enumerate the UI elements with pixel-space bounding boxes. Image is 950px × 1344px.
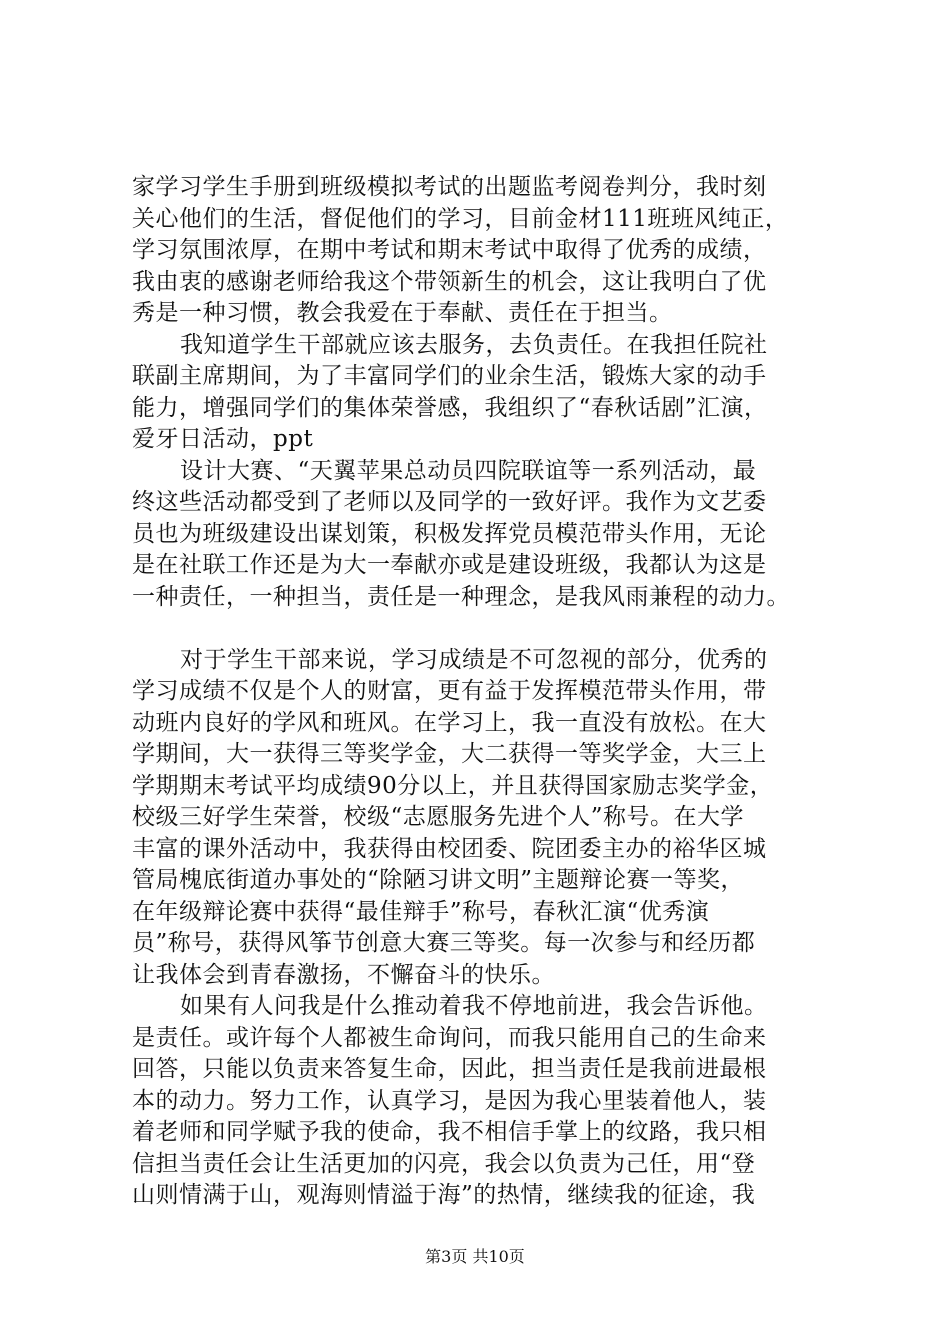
text-line: 让我体会到青春激扬，不懈奋斗的快乐。 [132, 961, 555, 988]
paragraph-gap [132, 613, 822, 645]
paragraph-start-line: 对于学生干部来说，学习成绩是不可忽视的部分，优秀的 [180, 646, 768, 673]
text-line: 学期期末考试平均成绩90分以上，并且获得国家励志奖学金， [132, 772, 774, 799]
body-text [132, 172, 822, 1212]
text-line: 员”称号，获得风筝节创意大赛三等奖。每一次参与和经历都 [132, 930, 756, 956]
text-line: 能力，增强同学们的集体荣誉感，我组织了“春秋话剧”汇演， [132, 394, 768, 421]
text-line: 联副主席期间，为了丰富同学们的业余生活，锻炼大家的动手 [132, 363, 767, 389]
text-line: 山则情满于山，观海则情溢于海”的热情，继续我的征途，我 [132, 1182, 756, 1208]
text-line: 动班内良好的学风和班风。在学习上，我一直没有放松。在大 [132, 709, 767, 736]
text-line: 我由衷的感谢老师给我这个带领新生的机会，这让我明白了优 [132, 268, 767, 295]
text-line: 是责任。或许每个人都被生命询问，而我只能用自己的生命来 [132, 1024, 767, 1051]
text-line: 丰富的课外活动中，我获得由校团委、院团委主办的裕华区城 [132, 835, 767, 862]
text-line: 学期间，大一获得三等奖学金，大二获得一等奖学金，大三上 [132, 741, 767, 767]
text-line: 着老师和同学赋予我的使命，我不相信手掌上的纹路，我只相 [132, 1119, 767, 1145]
text-line: 回答，只能以负责来答复生命，因此，担当责任是我前进最根 [132, 1056, 767, 1082]
text-line: 校级三好学生荣誉，校级“志愿服务先进个人”称号。在大学 [132, 804, 745, 830]
paragraph-start-line: 我知道学生干部就应该去服务，去负责任。在我担任院社 [180, 331, 768, 358]
text-line: 爱牙日活动，ppt [132, 426, 314, 452]
text-line: 秀是一种习惯，教会我爱在于奉献、责任在于担当。 [132, 300, 673, 326]
text-line: 员也为班级建设出谋划策，积极发挥党员模范带头作用，无论 [132, 520, 767, 547]
text-line: 终这些活动都受到了老师以及同学的一致好评。我作为文艺委 [132, 489, 767, 515]
paragraph-start-line: 如果有人问我是什么推动着我不停地前进，我会告诉他。 [180, 993, 768, 1019]
text-line: 在年级辩论赛中获得“最佳辩手”称号，春秋汇演“优秀演 [132, 898, 710, 925]
paragraph-start-line: 设计大赛、“天翼苹果总动员四院联谊等一系列活动，最 [180, 457, 757, 484]
text-line: 是在社联工作还是为大一奉献亦或是建设班级，我都认为这是 [132, 552, 767, 578]
text-line: 一种责任，一种担当，责任是一种理念，是我风雨兼程的动力。 [132, 583, 790, 610]
text-line: 关心他们的生活，督促他们的学习，目前金材111班班风纯正， [132, 205, 789, 232]
text-line: 本的动力。努力工作，认真学习，是因为我心里装着他人，装 [132, 1087, 767, 1114]
text-line: 家学习学生手册到班级模拟考试的出题监考阅卷判分，我时刻 [132, 174, 767, 200]
text-line: 管局槐底街道办事处的“除陋习讲文明”主题辩论赛一等奖， [132, 867, 745, 893]
text-line: 学习成绩不仅是个人的财富，更有益于发挥模范带头作用，带 [132, 678, 767, 704]
page-footer: 第3页 共10页 [425, 1247, 525, 1266]
text-line: 信担当责任会让生活更加的闪亮，我会以负责为己任，用“登 [132, 1150, 756, 1177]
text-line: 学习氛围浓厚，在期中考试和期末考试中取得了优秀的成绩， [132, 237, 767, 263]
